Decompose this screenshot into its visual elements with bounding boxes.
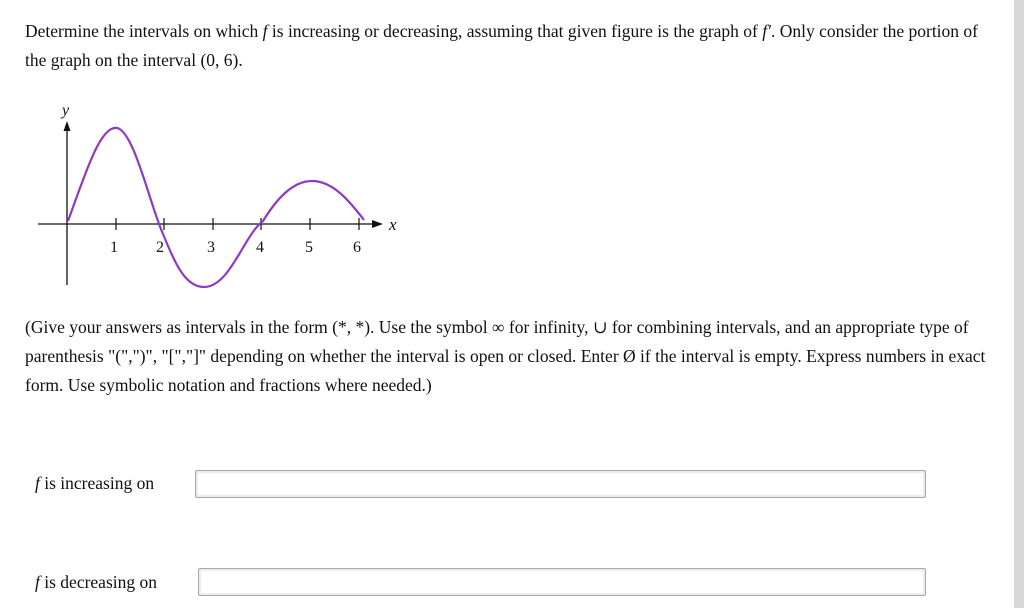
page-edge-bar	[1014, 0, 1024, 608]
tick-label-5: 5	[305, 239, 313, 256]
derivative-graph	[30, 95, 410, 295]
y-axis-arrow-icon	[64, 121, 71, 131]
question-f-symbol: f	[262, 21, 268, 41]
increasing-label-text: is increasing on	[39, 473, 155, 493]
question-part-4: .	[238, 50, 243, 70]
question-text	[25, 17, 995, 75]
question-fprime-symbol: f′	[762, 21, 771, 41]
decreasing-label	[35, 572, 157, 593]
tick-label-2: 2	[156, 239, 164, 256]
tick-label-6: 6	[353, 239, 361, 256]
x-axis-label: x	[389, 215, 397, 234]
increasing-answer-input[interactable]	[196, 471, 925, 497]
decreasing-answer-input[interactable]	[199, 569, 925, 595]
decreasing-f-symbol: f	[35, 572, 40, 592]
increasing-f-symbol: f	[35, 473, 40, 493]
question-part-2: is increasing or decreasing, assuming that given figure is the graph of	[267, 21, 763, 41]
tick-label-1: 1	[110, 239, 118, 256]
y-axis-label: y	[62, 102, 70, 119]
increasing-label	[35, 473, 154, 494]
decreasing-label-text: is decreasing on	[39, 572, 157, 592]
question-interval: (0, 6)	[200, 50, 239, 70]
instructions-text: (Give your answers as intervals in the form (*, *). Use the symbol ∞ for infinity, ∪ for combining intervals, and an appropriate type of parenthesis "(",")", "[","]" depending on whether the interval is open or closed. Enter Ø if the interval is empty. Express numbers in exact form. Use symbolic notation and fractions where needed.)	[25, 317, 986, 395]
x-axis-arrow-icon	[372, 220, 383, 228]
derivative-curve	[68, 128, 364, 287]
question-part-3: . Only consider the portion of the graph on the interval	[25, 21, 978, 70]
increasing-answer-box[interactable]	[195, 470, 926, 498]
tick-label-3: 3	[207, 239, 215, 256]
decreasing-answer-box[interactable]	[198, 568, 926, 596]
tick-label-4: 4	[256, 239, 264, 256]
question-part-1: Determine the intervals on which	[25, 21, 263, 41]
